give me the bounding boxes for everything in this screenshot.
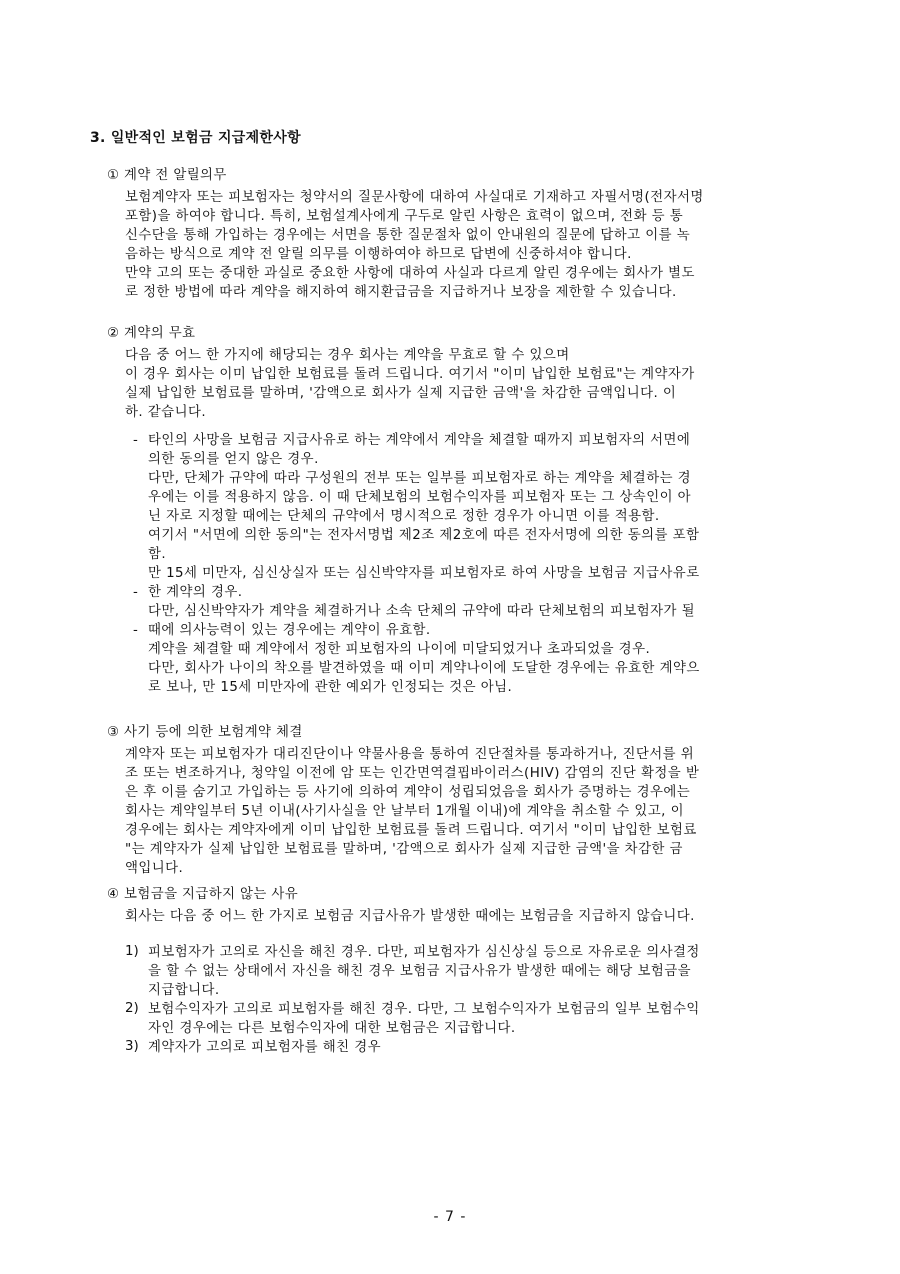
list-item-line: 때에 의사능력이 있는 경우에는 계약이 유효함. (148, 623, 431, 638)
list-item-line: 다만, 회사가 나이의 착오를 발견하였을 때 이미 계약나이에 도달한 경우에는 유효한 계약으 (148, 661, 700, 676)
paragraph-line: 이 경우 회사는 이미 납입한 보험료를 돌려 드립니다. 여기서 "이미 납입한 보험료"는 계약자가 (125, 367, 695, 382)
list-item-line: 을 할 수 없는 상태에서 자신을 해친 경우 보험금 지급사유가 발생한 때에는 해당 보험금을 (148, 964, 692, 979)
list-item-line: 다만, 단체가 규약에 따라 구성원의 전부 또는 일부를 피보험자로 하는 계약을 체결하는 경 (148, 471, 692, 486)
paragraph-line: 하. 같습니다. (125, 405, 207, 420)
list-item-line: 자인 경우에는 다른 보험수익자에 대한 보험금은 지급합니다. (148, 1021, 516, 1036)
list-item-line: 의한 동의를 얻지 않은 경우. (148, 452, 319, 467)
paragraph-line: 계약자 또는 피보험자가 대리진단이나 약물사용을 통하여 진단절차를 통과하거나, 진단서를 위 (125, 747, 695, 762)
list-item-line: 피보험자가 고의로 자신을 해친 경우. 다만, 피보험자가 심신상실 등으로 자유로운 의사결정 (148, 945, 700, 960)
list-item-line: 계약을 체결할 때 계약에서 정한 피보험자의 나이에 미달되었거나 초과되었을 경우. (148, 642, 651, 657)
subsection-heading-3: ③ 사기 등에 의한 보험계약 체결 (107, 725, 303, 740)
paragraph-line: 경우에는 회사는 계약자에게 이미 납입한 보험료를 돌려 드립니다. 여기서 "이미 납입한 보험료 (125, 823, 697, 838)
page-number: - 7 - (433, 1209, 467, 1225)
list-item-line: 한 계약의 경우. (148, 585, 243, 600)
paragraph-line: 실제 납입한 보험료를 말하며, '감액으로 회사가 실제 지급한 금액'을 차감한 금액입니다. 이 (125, 386, 677, 401)
list-item-line: 닌 자로 지정할 때에는 단체의 규약에서 명시적으로 정한 경우가 아니면 이를 적용함. (148, 509, 660, 524)
paragraph-line: 음하는 방식으로 계약 전 알릴 의무를 이행하여야 하므로 답변에 신중하셔야 합니다. (125, 247, 632, 262)
paragraph-line: 액입니다. (125, 861, 184, 876)
subsection-heading-4: ④ 보험금을 지급하지 않는 사유 (107, 887, 299, 902)
list-item-line: 우에는 이를 적용하지 않음. 이 때 단체보험의 보험수익자를 피보험자 또는 그 상속인이 아 (148, 490, 692, 505)
paragraph-line: 신수단을 통해 가입하는 경우에는 서면을 통한 질문절차 없이 안내원의 질문에 답하고 이를 녹 (125, 228, 691, 243)
list-dash: - (133, 623, 139, 638)
list-item-line: 지급합니다. (148, 983, 220, 998)
paragraph-line: "는 계약자가 실제 납입한 보험료를 말하며, '감액으로 회사가 실제 지급한 금액'을 차감한 금 (125, 842, 683, 857)
paragraph-line: 로 정한 방법에 따라 계약을 해지하여 해지환급금을 지급하거나 보장을 제한할 수 있습니다. (125, 285, 677, 300)
list-item-line: 로 보나, 만 15세 미만자에 관한 예외가 인정되는 것은 아님. (148, 680, 513, 695)
subsection-heading-2: ② 계약의 무효 (107, 326, 196, 341)
list-number: 3) (125, 1039, 139, 1054)
paragraph-line: 회사는 다음 중 어느 한 가지로 보험금 지급사유가 발생한 때에는 보험금을 지급하지 않습니다. (125, 909, 695, 924)
paragraph-line: 회사는 계약일부터 5년 이내(사기사실을 안 날부터 1개월 이내)에 계약을 취소할 수 있고, 이 (125, 804, 684, 819)
list-item-line: 다만, 심신박약자가 계약을 체결하거나 소속 단체의 규약에 따라 단체보험의 피보험자가 될 (148, 604, 696, 619)
paragraph-line: 만약 고의 또는 중대한 과실로 중요한 사항에 대하여 사실과 다르게 알린 경우에는 회사가 별도 (125, 266, 695, 281)
list-item-line: 보험수익자가 고의로 피보험자를 해친 경우. 다만, 그 보험수익자가 보험금의 일부 보험수익 (148, 1002, 700, 1017)
list-number: 1) (125, 944, 139, 959)
list-dash: - (133, 433, 139, 448)
list-item-line: 타인의 사망을 보험금 지급사유로 하는 계약에서 계약을 체결할 때까지 피보험자의 서면에 (148, 433, 691, 448)
paragraph-line: 은 후 이를 숨기고 가입하는 등 사기에 의하여 계약이 성립되었음을 회사가 증명하는 경우에는 (125, 785, 691, 800)
list-number: 2) (125, 1001, 139, 1016)
list-dash: - (133, 585, 139, 600)
list-item-line: 계약자가 고의로 피보험자를 해친 경우 (148, 1040, 381, 1055)
paragraph-line: 보험계약자 또는 피보험자는 청약서의 질문사항에 대하여 사실대로 기재하고 자필서명(전자서명 (125, 190, 704, 205)
subsection-heading-1: ① 계약 전 알릴의무 (107, 168, 227, 183)
paragraph-line: 조 또는 변조하거나, 청약일 이전에 암 또는 인간면역결핍바이러스(HIV) 감염의 진단 확정을 받 (125, 766, 700, 781)
list-item-line: 만 15세 미만자, 심신상실자 또는 심신박약자를 피보험자로 하여 사망을 보험금 지급사유로 (148, 566, 700, 581)
list-item-line: 여기서 "서면에 의한 동의"는 전자서명법 제2조 제2호에 따른 전자서명에 의한 동의를 포함 (148, 528, 700, 543)
paragraph-line: 다음 중 어느 한 가지에 해당되는 경우 회사는 계약을 무효로 할 수 있으며 (125, 348, 570, 363)
section-title: 3. 일반적인 보험금 지급제한사항 (90, 130, 301, 146)
list-item-line: 함. (148, 547, 167, 562)
paragraph-line: 포함)을 하여야 합니다. 특히, 보험설계사에게 구두로 알린 사항은 효력이 없으며, 전화 등 통 (125, 209, 684, 224)
